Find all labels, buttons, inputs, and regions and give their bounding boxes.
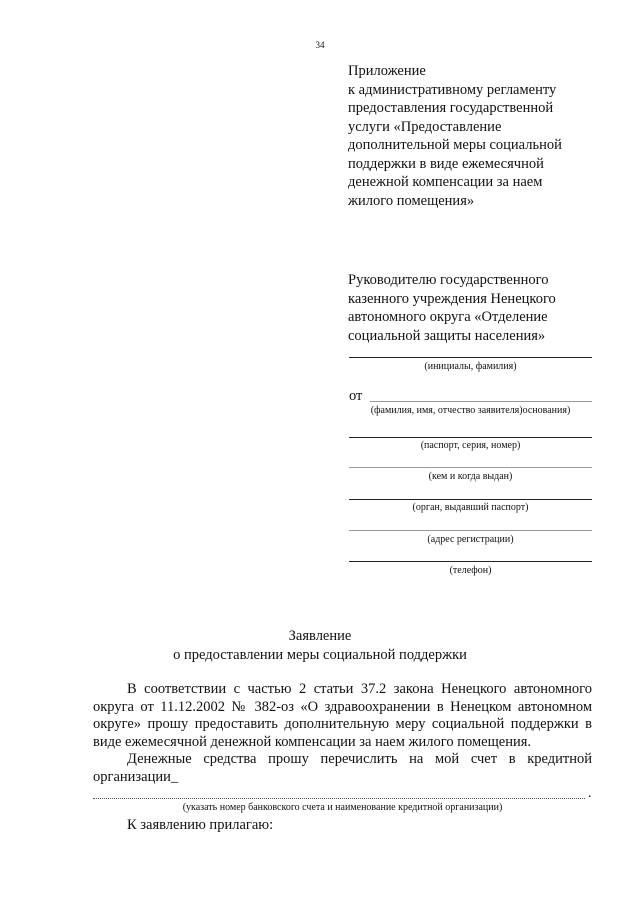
- statement-paragraph: Денежные средства прошу перечислить на мой счет в кредитной организации_: [93, 751, 592, 785]
- appendix-line: Приложение: [348, 63, 426, 79]
- appendix-line: к административному регламенту: [348, 81, 557, 98]
- statement-paragraph: В соответствии с частью 2 статьи 37.2 закона Ненецкого автономного округа от 11.12.2002 № 382-оз «О здравоохранении в Ненецком автономном округе» прошу предоставить дополнительную меру социальной поддержки в виде ежемесячной денежной компенсации за наем жилого помещения.: [93, 681, 592, 750]
- appendix-line: поддержки в виде ежемесячной: [348, 155, 544, 172]
- statement-body: [93, 681, 592, 786]
- passport-issuer-caption: (орган, выдавший паспорт): [412, 502, 529, 513]
- passport-field[interactable]: [349, 437, 592, 438]
- appendix-line: предоставления государственной: [348, 100, 554, 116]
- bank-account-caption: (указать номер банковского счета и наименование кредитной организации): [182, 802, 503, 813]
- head-initials-caption: (инициалы, фамилия): [424, 361, 517, 372]
- addressee-block: [348, 271, 608, 345]
- appendix-line: жилого помещения»: [348, 192, 475, 209]
- passport-issued-field[interactable]: [349, 467, 592, 468]
- address-field[interactable]: [349, 530, 592, 531]
- appendix-header: [348, 62, 608, 210]
- statement-title-block: [0, 627, 640, 665]
- bank-account-field[interactable]: [93, 798, 585, 799]
- passport-issued-caption: (кем и когда выдан): [428, 471, 513, 482]
- passport-issuer-field[interactable]: [349, 499, 592, 500]
- statement-title: Заявление: [288, 628, 352, 644]
- appendix-line: дополнительной меры социальной: [348, 137, 562, 153]
- applicant-name-caption: (фамилия, имя, отчество заявителя)основания): [370, 405, 571, 416]
- head-initials-field[interactable]: [349, 357, 592, 358]
- appendix-line: услуги «Предоставление: [348, 118, 502, 135]
- address-caption: (адрес регистрации): [427, 534, 514, 545]
- phone-field[interactable]: [349, 561, 592, 562]
- phone-caption: (телефон): [449, 565, 492, 576]
- from-label: от: [349, 388, 363, 404]
- appendix-line: денежной компенсации за наем: [348, 174, 543, 190]
- addressee-line: казенного учреждения Ненецкого: [348, 290, 556, 307]
- addressee-line: социальной защиты населения»: [348, 327, 546, 344]
- page-number: 34: [315, 40, 325, 50]
- bank-account-end: .: [588, 786, 592, 801]
- addressee-line: Руководителю государственного: [348, 272, 549, 288]
- attachments-label: К заявлению прилагаю:: [127, 817, 274, 833]
- passport-caption: (паспорт, серия, номер): [420, 440, 521, 451]
- applicant-name-field[interactable]: [370, 401, 592, 402]
- statement-subtitle: о предоставлении меры социальной поддержки: [173, 647, 467, 663]
- addressee-line: автономного округа «Отделение: [348, 309, 548, 325]
